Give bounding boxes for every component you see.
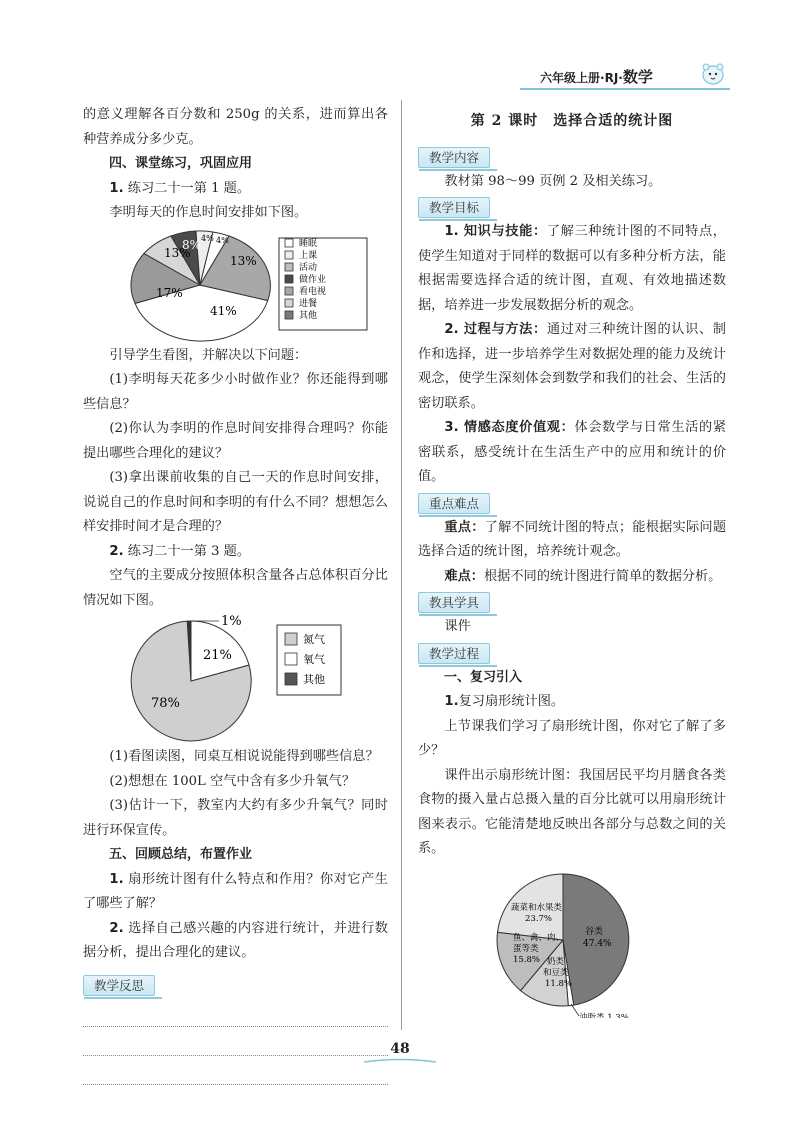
pie2-legend-label: 其他 (303, 673, 325, 686)
question-1: (1)李明每天花多少小时做作业？你还能得到哪些信息？ (83, 372, 388, 412)
reading-1: (1)看图读图，同桌互相说说能得到哪些信息？ (109, 749, 379, 764)
pie1-legend-swatch (285, 263, 293, 271)
difficulty: 难点：根据不同的统计图进行简单的数据分析。 (444, 568, 722, 584)
pie3-value-meat: 15.8% (513, 954, 541, 965)
pie3-label-milk2: 和豆类 (543, 967, 569, 978)
pie-chart-schedule (83, 226, 388, 344)
exercise-2: 2. 练习二十一第 3 题。 (109, 543, 251, 559)
tag-tools: 教具学具 (418, 592, 490, 613)
column-divider (401, 100, 402, 1030)
process-step-1-desc: 上节课我们学习了扇形统计图，你对它了解了多少？ (418, 718, 726, 758)
pie1-legend-swatch (285, 251, 293, 259)
pie1-legend-label: 活动 (299, 262, 318, 273)
reflection-line-1 (83, 998, 388, 1027)
header-subject: 数学 (622, 68, 653, 86)
pie3-label-oil: 油脂类 1.3% (579, 1012, 629, 1018)
pie2-label-1: 1% (221, 614, 242, 629)
section-4-heading: 四、课堂练习，巩固应用 (109, 156, 253, 171)
pie1-legend-label: 做作业 (299, 274, 327, 285)
key-point: 重点：了解不同统计图的特点；能根据实际问题选择合适的统计图，培养统计观念。 (418, 519, 727, 559)
pie2-legend-swatch (285, 673, 297, 685)
pie1-legend-label: 其他 (299, 310, 318, 321)
content-text: 教材第 98～99 页例 2 及相关练习。 (444, 173, 662, 189)
tag-process: 教学过程 (418, 643, 490, 664)
pie1-legend-swatch (285, 299, 293, 307)
pie1-label-4a: 4% (201, 233, 214, 243)
goal-3: 3. 情感态度价值观：体会数学与日常生活的紧密联系，感受统计在生活生产中的应用和统计的价值。 (418, 420, 727, 484)
pie1-label-13a: 13% (164, 245, 191, 260)
intro-paragraph: 的意义理解各百分数和 250g 的关系，进而算出各种营养成分多少克。 (83, 107, 388, 147)
reading-3: (3)估计一下，教室内大约有多少升氧气？同时进行环保宣传。 (83, 798, 388, 838)
lesson-title: 第 2 课时 选择合适的统计图 (470, 113, 674, 129)
process-step-1: 1.复习扇形统计图。 (444, 694, 565, 709)
pie1-label-8: 8% (182, 237, 202, 252)
pie1-label-13b: 13% (230, 253, 257, 268)
reflection-line-3 (83, 1056, 388, 1085)
homework-1: 1. 扇形统计图有什么特点和作用？你对它产生了哪些了解？ (83, 871, 388, 911)
process-step-1-show: 课件出示扇形统计图：我国居民平均月膳食各类食物的摄入量占总摄入量的百分比就可以用扇形统计图来表示。它能清楚地反映出各部分与总数之间的关系。 (418, 767, 726, 856)
reflection-line-2 (83, 1027, 388, 1056)
section-5-heading: 五、回顾总结，布置作业 (109, 847, 253, 862)
exercise-1-desc: 李明每天的作息时间安排如下图。 (109, 205, 308, 220)
pie1-label-41: 41% (210, 303, 237, 318)
tools-text: 课件 (444, 619, 471, 634)
pie3-label-grain: 谷类 (585, 926, 604, 937)
page-number: 48 (390, 1041, 410, 1057)
pie3-label-meat2: 蛋等类 (513, 943, 539, 954)
pie2-legend-label: 氧气 (303, 653, 325, 666)
pie-chart-air (83, 613, 388, 745)
tag-goals: 教学目标 (418, 197, 490, 218)
pie3-value-milk: 11.8% (545, 978, 573, 989)
pie1-legend-swatch (285, 287, 293, 295)
pie2-legend-label: 氮气 (303, 633, 325, 646)
reading-2: (2)想想在 100L 空气中含有多少升氧气？ (109, 773, 356, 789)
pie3-value-grain: 47.4% (583, 938, 612, 949)
left-column (83, 103, 388, 1085)
pie1-legend-swatch (285, 311, 293, 319)
pie2-label-78: 78% (151, 696, 180, 711)
tag-reflection: 教学反思 (83, 975, 155, 996)
right-column (418, 103, 726, 1018)
header-title: 六年级上册·RJ·数学 (540, 68, 653, 86)
cartoon-mascot-icon (700, 60, 726, 86)
question-3: (3)拿出课前收集的自己一天的作息时间安排，说说自己的作息时间和李明的有什么不同？想想怎么样安排时间才是合理的？ (83, 470, 388, 534)
exercise-1: 1. 练习二十一第 1 题。 (109, 180, 251, 196)
pie1-legend-swatch (285, 239, 293, 247)
pie1-legend-label: 睡眠 (299, 238, 318, 249)
pie3-label-meat1: 鱼、禽、肉、 (513, 932, 565, 943)
pie3-label-veg: 蔬菜和水果类 (511, 902, 563, 913)
question-2: (2)你认为李明的作息时间安排得合理吗？你能提出哪些合理化的建议？ (83, 421, 388, 461)
pie1-legend-label: 进餐 (299, 298, 318, 309)
pie1-legend-swatch (285, 275, 293, 283)
pie1-label-4b: 4% (216, 235, 229, 245)
pie3-value-veg: 23.7% (525, 913, 553, 924)
pie1-label-17: 17% (156, 285, 183, 300)
header-edition: RJ (604, 71, 619, 85)
goal-1: 1. 知识与技能：了解三种统计图的不同特点，使学生知道对于同样的数据可以有多种分析方法，能根据需要选择合适的统计图，直观、有效地描述数据，培养进一步发展数据分析的观念。 (418, 224, 726, 313)
homework-2: 2. 选择自己感兴趣的内容进行统计，并进行数据分析，提出合理化的建议。 (83, 920, 388, 960)
page-number-swoosh-icon (362, 1058, 438, 1064)
header-grade: 六年级上册 (540, 71, 601, 85)
tag-content: 教学内容 (418, 147, 490, 168)
guide-text: 引导学生看图，并解决以下问题： (109, 347, 308, 363)
pie3-label-milk1: 奶类 (547, 956, 565, 967)
exercise-2-desc: 空气的主要成分按照体积含量各占总体积百分比情况如下图。 (83, 568, 388, 608)
tag-key-points: 重点难点 (418, 493, 490, 514)
header-rule (520, 88, 730, 90)
pie2-legend-swatch (285, 653, 297, 665)
pie1-legend-label: 看电视 (299, 286, 327, 297)
process-section-1: 一、复习引入 (444, 669, 523, 685)
pie-chart-diet (418, 868, 726, 1018)
pie2-legend-swatch (285, 633, 297, 645)
pie1-legend-label: 上课 (299, 250, 318, 261)
goal-2: 2. 过程与方法：通过对三种统计图的认识、制作和选择，进一步培养学生对数据处理的能力及统计观念，使学生深刻体会到数学和我们的社会、生活的密切联系。 (418, 322, 726, 411)
pie2-label-21: 21% (203, 648, 232, 663)
